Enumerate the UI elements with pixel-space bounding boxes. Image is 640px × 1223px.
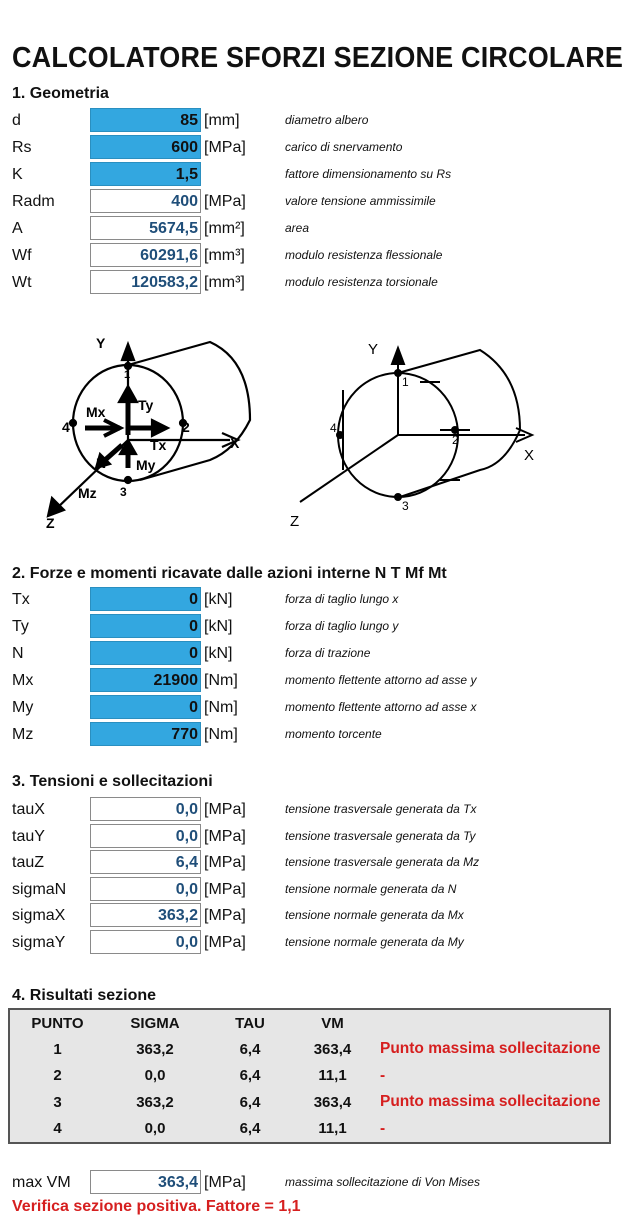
stress-diagram: [0, 320, 620, 535]
tensioni-unit: [MPa]: [204, 801, 246, 818]
right-axis-z: Z: [290, 513, 300, 530]
tensioni-unit: [MPa]: [204, 827, 246, 845]
right-axis-y: Y: [368, 341, 379, 358]
cell-tau: 6,4: [239, 1067, 261, 1085]
label-tx: Tx: [150, 437, 167, 453]
geometria-desc: area: [285, 221, 310, 235]
header-sigma: SIGMA: [130, 1014, 180, 1032]
geometria-label: Wf: [12, 247, 32, 264]
section-geometria-heading: 1. Geometria: [12, 85, 109, 102]
geometria-label: Radm: [12, 193, 55, 210]
tensioni-unit: [MPa]: [204, 880, 246, 898]
verify-message: Verifica sezione positiva. Fattore = 1,1: [12, 1198, 301, 1215]
tensioni-label: sigmaY: [12, 933, 66, 951]
geometria-desc: fattore dimensionamento su Rs: [285, 167, 452, 181]
geometria-desc: modulo resistenza torsionale: [285, 275, 438, 289]
header-tau: TAU: [235, 1014, 265, 1032]
left-point-4: 4: [62, 419, 70, 435]
forze-label: Mx: [12, 672, 34, 689]
section-risultati-heading: 4. Risultati sezione: [12, 987, 157, 1004]
geometria-value-field[interactable]: 120583,2: [90, 270, 201, 294]
geometria-desc: modulo resistenza flessionale: [285, 248, 443, 262]
cell-punto: 3: [53, 1093, 62, 1111]
cell-note: Punto massima sollecitazione: [380, 1093, 601, 1111]
forze-unit: [Nm]: [204, 726, 238, 743]
section-tensioni-heading: 3. Tensioni e sollecitazioni: [12, 773, 213, 790]
geometria-label: A: [12, 220, 23, 237]
geometria-value-field[interactable]: 1,5: [90, 162, 201, 186]
geometria-desc: valore tensione ammissimile: [285, 194, 436, 208]
forze-unit: [kN]: [204, 645, 233, 662]
maxvm-value[interactable]: 363,4: [90, 1170, 201, 1194]
cell-punto: 4: [53, 1120, 62, 1138]
right-point-1: 1: [402, 375, 409, 389]
maxvm-label: max VM: [12, 1174, 71, 1191]
cell-sigma: 0,0: [144, 1120, 166, 1138]
forze-desc: momento flettente attorno ad asse x: [285, 700, 477, 714]
tensioni-label: sigmaN: [12, 880, 67, 898]
cell-note: -: [380, 1066, 386, 1084]
left-point-3: 3: [120, 485, 127, 499]
cell-vm: 363,4: [313, 1040, 352, 1058]
tensioni-value-field[interactable]: 363,2: [90, 903, 201, 927]
forze-label: Tx: [12, 591, 30, 608]
forze-value-field[interactable]: 770: [90, 722, 201, 746]
forze-value-field[interactable]: 21900: [90, 668, 201, 692]
header-punto: PUNTO: [31, 1014, 84, 1032]
forze-label: My: [12, 699, 34, 716]
forze-unit: [kN]: [204, 591, 233, 608]
forze-value-field[interactable]: 0: [90, 614, 201, 638]
forze-desc: forza di taglio lungo x: [285, 592, 399, 606]
tensioni-label: tauZ: [12, 854, 45, 871]
tensioni-label: tauY: [12, 827, 45, 845]
forze-unit: [Nm]: [204, 672, 238, 689]
left-axis-z: Z: [46, 515, 55, 531]
results-table: [8, 1008, 611, 1144]
geometria-label: d: [12, 112, 21, 129]
cell-sigma: 363,2: [136, 1040, 174, 1058]
geometria-desc: carico di snervamento: [285, 140, 403, 154]
forze-label: N: [12, 645, 24, 662]
tensioni-unit: [MPa]: [204, 907, 246, 924]
left-axis-x: X: [230, 435, 240, 451]
forze-value-field[interactable]: 0: [90, 695, 201, 719]
left-point-1: 1: [124, 369, 131, 381]
tensioni-label: sigmaX: [12, 907, 66, 924]
cell-note: -: [380, 1119, 386, 1137]
geometria-unit: [mm]: [204, 112, 240, 129]
geometria-unit: [MPa]: [204, 193, 246, 210]
cell-vm: 363,4: [313, 1093, 352, 1111]
geometria-unit: [mm³]: [204, 274, 245, 291]
cell-tau: 6,4: [239, 1093, 261, 1111]
page-title: CALCOLATORE SFORZI SEZIONE CIRCOLARE: [12, 42, 624, 74]
geometria-label: K: [12, 166, 23, 183]
forze-unit: [kN]: [204, 618, 233, 635]
label-n: N: [96, 455, 107, 471]
geometria-desc: diametro albero: [285, 113, 369, 127]
table-row: [9, 1062, 610, 1088]
cell-sigma: 0,0: [144, 1067, 166, 1085]
cell-punto: 2: [53, 1067, 62, 1085]
label-my: My: [136, 457, 156, 473]
table-row: [9, 1115, 610, 1143]
cell-vm: 11,1: [318, 1067, 347, 1085]
results-header-row: [9, 1009, 610, 1036]
tensioni-desc: tensione trasversale generata da Tx: [285, 802, 477, 816]
tensioni-unit: [MPa]: [204, 933, 246, 951]
cell-tau: 6,4: [239, 1040, 261, 1058]
geometria-unit: [mm³]: [204, 247, 245, 264]
tensioni-value-field[interactable]: 6,4: [90, 850, 201, 874]
tensioni-desc: tensione normale generata da My: [285, 934, 464, 949]
geometria-value-field[interactable]: 5674,5: [90, 216, 201, 240]
tensioni-desc: tensione normale generata da N: [285, 881, 457, 896]
forze-value-field[interactable]: 0: [90, 587, 201, 611]
tensioni-value-field[interactable]: 0,0: [90, 877, 201, 901]
tensioni-desc: tensione trasversale generata da Ty: [285, 828, 476, 843]
header-note: [370, 1009, 610, 1036]
maxvm-unit: [MPa]: [204, 1174, 246, 1191]
geometria-label: Rs: [12, 139, 32, 156]
section-forze-heading: 2. Forze e momenti ricavate dalle azioni interne N T Mf Mt: [12, 565, 447, 582]
cell-note: Punto massima sollecitazione: [380, 1040, 601, 1058]
geometria-value-field[interactable]: 400: [90, 189, 201, 213]
label-ty: Ty: [138, 397, 154, 413]
forze-label: Ty: [12, 618, 29, 635]
tensioni-label: tauX: [12, 801, 45, 818]
tensioni-unit: [MPa]: [204, 854, 246, 871]
tensioni-value-field[interactable]: 0,0: [90, 797, 201, 821]
geometria-label: Wt: [12, 274, 32, 291]
geometria-unit: [mm²]: [204, 220, 245, 237]
geometria-value-field[interactable]: 600: [90, 135, 201, 159]
left-point-2: 2: [182, 419, 190, 435]
forze-unit: [Nm]: [204, 699, 238, 716]
forze-desc: forza di trazione: [285, 646, 371, 660]
forze-label: Mz: [12, 726, 34, 743]
tensioni-value-field[interactable]: 0,0: [90, 824, 201, 848]
forze-value-field[interactable]: 0: [90, 641, 201, 665]
header-vm: VM: [321, 1014, 344, 1032]
right-point-4: 4: [330, 421, 337, 435]
cell-vm: 11,1: [318, 1120, 347, 1138]
maxvm-desc: massima sollecitazione di Von Mises: [285, 1175, 480, 1189]
geometria-value-field[interactable]: 85: [90, 108, 201, 132]
forze-desc: forza di taglio lungo y: [285, 619, 399, 633]
table-row: [9, 1089, 610, 1115]
tensioni-value-field[interactable]: 0,0: [90, 930, 201, 954]
cell-sigma: 363,2: [136, 1093, 174, 1111]
table-row: [9, 1036, 610, 1062]
right-point-3: 3: [402, 499, 409, 513]
cell-tau: 6,4: [239, 1120, 261, 1138]
label-mx: Mx: [86, 404, 106, 420]
right-point-2: 2: [452, 433, 459, 447]
left-axis-y: Y: [96, 335, 106, 351]
geometria-value-field[interactable]: 60291,6: [90, 243, 201, 267]
forze-desc: momento flettente attorno ad asse y: [285, 673, 477, 687]
tensioni-desc: tensione trasversale generata da Mz: [285, 855, 480, 869]
geometria-unit: [MPa]: [204, 139, 246, 156]
tensioni-desc: tensione normale generata da Mx: [285, 908, 464, 922]
forze-desc: momento torcente: [285, 727, 382, 741]
label-mz: Mz: [78, 485, 97, 501]
right-axis-x: X: [524, 447, 535, 464]
cell-punto: 1: [53, 1040, 62, 1058]
